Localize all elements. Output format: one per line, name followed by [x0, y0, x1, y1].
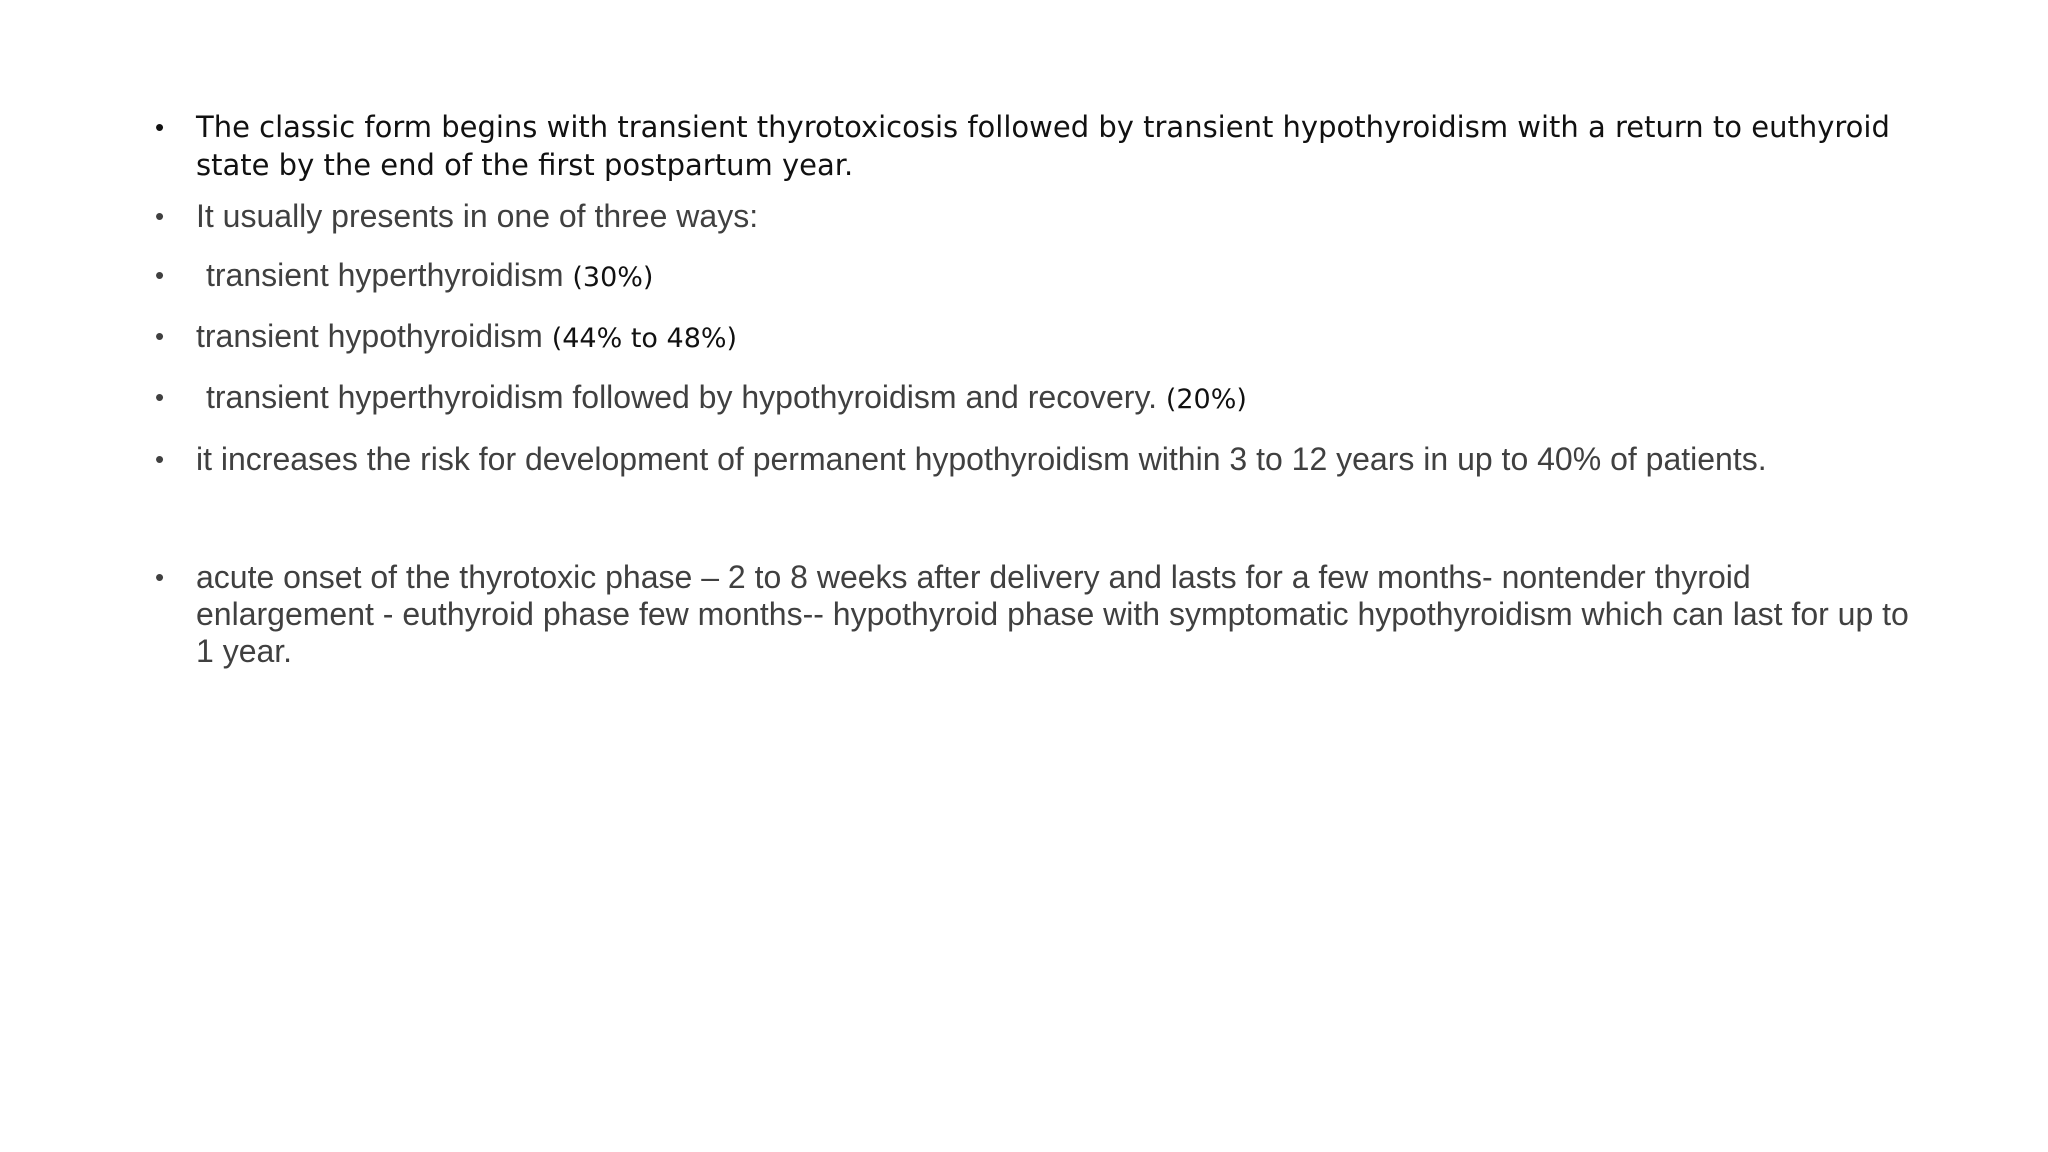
bullet-list [152, 108, 1912, 670]
bullet-marker: • [155, 201, 165, 231]
bullet-marker: • [155, 260, 165, 290]
bullet-text: transient hyperthyroidism [206, 257, 564, 293]
bullet-text: transient hypothyroidism [196, 318, 543, 354]
bullet-item-presentations [152, 198, 1912, 235]
bullet-text: acute onset of the thyrotoxic phase – 2 to 8 weeks after delivery and lasts for a few months- nontender thyroid enlargement - euthyroid phase few months-- hypothyroid phase with symptomatic hypothyroidism which can last for up to 1 year. [196, 559, 1909, 669]
bullet-text: It usually presents in one of three ways: [196, 198, 759, 234]
bullet-text: transient hyperthyroidism followed by hypothyroidism and recovery. [206, 379, 1157, 415]
bullet-marker: • [155, 112, 165, 142]
percentage-note: (44% to 48%) [551, 323, 738, 354]
bullet-item-phases [152, 559, 1912, 670]
percentage-note: (30%) [572, 262, 654, 293]
bullet-text: it increases the risk for development of permanent hypothyroidism within 3 to 12 years in up to 40% of patients. [196, 441, 1767, 477]
bullet-item-hyperthyroidism [152, 257, 1912, 296]
bullet-item-biphasic [152, 379, 1912, 418]
bullet-marker: • [155, 562, 165, 592]
bullet-text: The classic form begins with transient thyrotoxicosis followed by transient hypothyroidism with a return to euthyroid state by the end of the first postpartum year. [196, 110, 1890, 182]
percentage-note: (20%) [1165, 384, 1247, 415]
bullet-item-permanent-risk [152, 441, 1912, 478]
bullet-marker: • [155, 444, 165, 474]
bullet-marker: • [155, 382, 165, 412]
bullet-item-hypothyroidism [152, 318, 1912, 357]
bullet-item-classic-form [152, 108, 1912, 184]
bullet-marker: • [155, 321, 165, 351]
